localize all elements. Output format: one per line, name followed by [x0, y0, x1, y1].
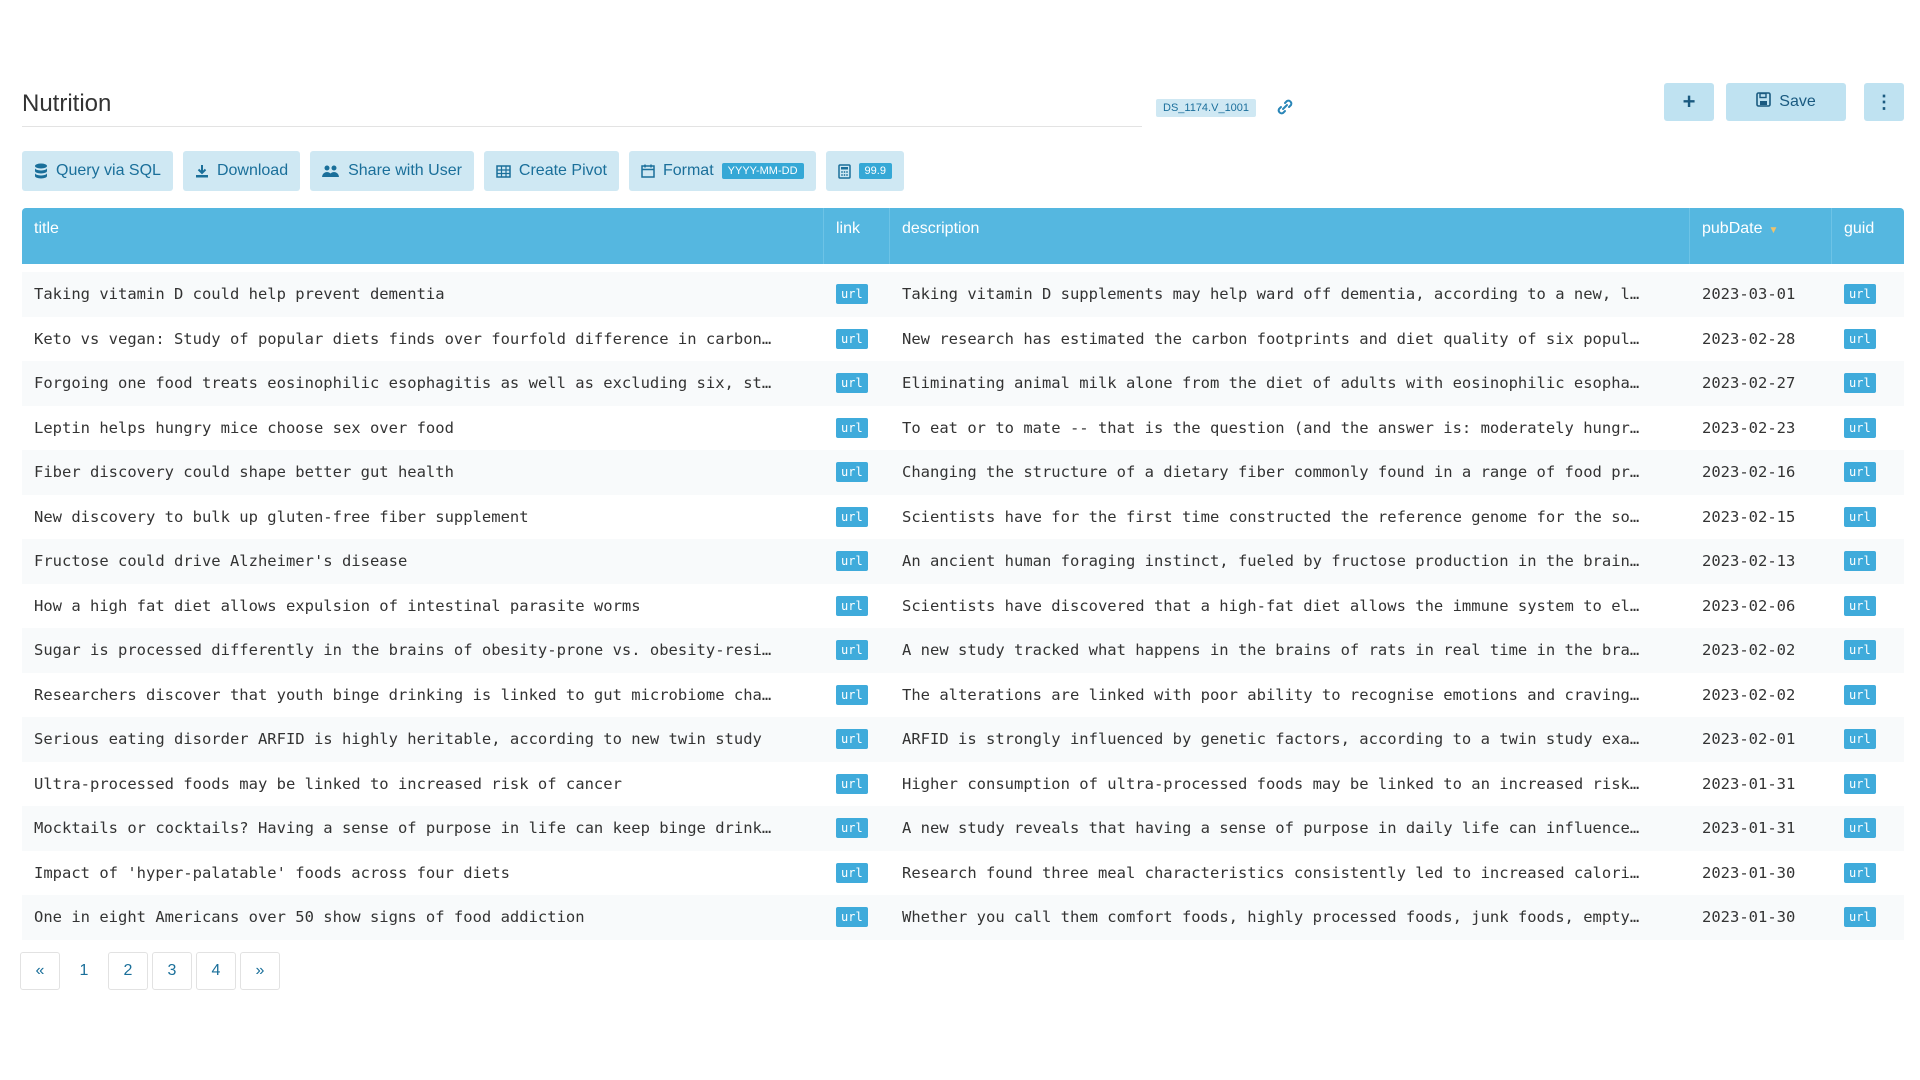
cell-description: Scientists have for the first time constructed the reference genome for the so…: [902, 507, 1640, 526]
cell-title: New discovery to bulk up gluten-free fiber supplement: [34, 507, 529, 526]
cell-title: Forgoing one food treats eosinophilic esophagitis as well as excluding six, st…: [34, 374, 772, 393]
table-row[interactable]: [22, 628, 1904, 673]
cell-pubdate: 2023-02-15: [1702, 507, 1796, 526]
cell-description: Changing the structure of a dietary fiber commonly found in a range of food pr…: [902, 463, 1640, 482]
pagination-page-2[interactable]: 2: [108, 952, 148, 990]
cell-description: Research found three meal characteristics consistently led to increased calori…: [902, 863, 1640, 882]
cell-guid: [1832, 685, 1904, 705]
link-url-button[interactable]: url: [836, 907, 868, 927]
guid-url-button[interactable]: url: [1844, 284, 1876, 304]
cell-description: Higher consumption of ultra-processed foods may be linked to an increased risk…: [902, 774, 1640, 793]
guid-url-button[interactable]: url: [1844, 729, 1876, 749]
cell-pubdate: 2023-02-28: [1702, 329, 1796, 348]
cell-guid: [1832, 373, 1904, 393]
cell-link: [824, 818, 890, 838]
column-header-title[interactable]: title: [22, 208, 824, 264]
guid-url-button[interactable]: url: [1844, 418, 1876, 438]
link-icon[interactable]: [1276, 98, 1294, 121]
guid-url-button[interactable]: url: [1844, 907, 1876, 927]
table-row[interactable]: [22, 539, 1904, 584]
cell-title: Serious eating disorder ARFID is highly heritable, according to new twin study: [34, 730, 762, 749]
cell-pubdate: 2023-02-06: [1702, 596, 1796, 615]
cell-pubdate: 2023-02-02: [1702, 685, 1796, 704]
guid-url-button[interactable]: url: [1844, 373, 1876, 393]
cell-guid: [1832, 329, 1904, 349]
cell-link: [824, 329, 890, 349]
cell-title: Fructose could drive Alzheimer's disease: [34, 552, 408, 571]
cell-guid: [1832, 551, 1904, 571]
cell-guid: [1832, 284, 1904, 304]
download-label: Download: [216, 162, 289, 179]
table-row[interactable]: [22, 673, 1904, 718]
cell-title: Keto vs vegan: Study of popular diets finds over fourfold difference in carbon…: [34, 329, 772, 348]
link-url-button[interactable]: url: [836, 774, 868, 794]
cell-guid: [1832, 774, 1904, 794]
create-pivot-label: Create Pivot: [518, 162, 607, 179]
guid-url-button[interactable]: url: [1844, 640, 1876, 660]
cell-description: Whether you call them comfort foods, highly processed foods, junk foods, empty…: [902, 908, 1640, 927]
cell-pubdate: 2023-02-27: [1702, 374, 1796, 393]
table-row[interactable]: [22, 495, 1904, 540]
cell-description: A new study reveals that having a sense of purpose in daily life can influence…: [902, 819, 1640, 838]
link-url-button[interactable]: url: [836, 685, 868, 705]
guid-url-button[interactable]: url: [1844, 507, 1876, 527]
cell-link: [824, 729, 890, 749]
calculator-icon: [838, 164, 851, 179]
cell-link: [824, 507, 890, 527]
cell-link: [824, 685, 890, 705]
guid-url-button[interactable]: url: [1844, 462, 1876, 482]
cell-link: [824, 863, 890, 883]
table-header: [22, 208, 1904, 264]
vertical-ellipsis-icon: ⋮: [1875, 91, 1893, 112]
share-with-user-button[interactable]: [310, 151, 474, 191]
share-label: Share with User: [348, 162, 462, 179]
cell-title: How a high fat diet allows expulsion of intestinal parasite worms: [34, 596, 641, 615]
link-url-button[interactable]: url: [836, 640, 868, 660]
link-url-button[interactable]: url: [836, 462, 868, 482]
cell-link: [824, 774, 890, 794]
number-format-button[interactable]: [826, 151, 904, 191]
guid-url-button[interactable]: url: [1844, 774, 1876, 794]
cell-pubdate: 2023-01-30: [1702, 863, 1796, 882]
guid-url-button[interactable]: url: [1844, 863, 1876, 883]
cell-guid: [1832, 596, 1904, 616]
guid-url-button[interactable]: url: [1844, 685, 1876, 705]
cell-pubdate: 2023-01-31: [1702, 774, 1796, 793]
link-url-button[interactable]: url: [836, 329, 868, 349]
cell-link: [824, 462, 890, 482]
cell-guid: [1832, 507, 1904, 527]
cell-description: The alterations are linked with poor ability to recognise emotions and craving…: [902, 685, 1640, 704]
guid-url-button[interactable]: url: [1844, 551, 1876, 571]
pagination-prev[interactable]: «: [20, 952, 60, 990]
page-title: Nutrition: [22, 90, 112, 117]
save-button[interactable]: [1726, 83, 1846, 121]
dataset-id-badge: DS_1174.V_1001: [1156, 99, 1256, 117]
table-row[interactable]: [22, 895, 1904, 940]
link-url-button[interactable]: url: [836, 418, 868, 438]
cell-link: [824, 907, 890, 927]
table-row[interactable]: [22, 806, 1904, 851]
database-icon: [34, 163, 48, 179]
cell-description: ARFID is strongly influenced by genetic factors, according to a twin study exa…: [902, 730, 1640, 749]
cell-guid: [1832, 418, 1904, 438]
date-format-tag: YYYY-MM-DD: [722, 163, 804, 179]
cell-description: A new study tracked what happens in the brains of rats in real time in the bra…: [902, 641, 1640, 660]
cell-pubdate: 2023-02-01: [1702, 730, 1796, 749]
column-header-pubdate[interactable]: [1690, 208, 1832, 264]
table-body: [22, 264, 1904, 940]
cell-title: Ultra-processed foods may be linked to increased risk of cancer: [34, 774, 622, 793]
cell-title: Leptin helps hungry mice choose sex over food: [34, 418, 454, 437]
column-header-guid[interactable]: guid: [1844, 220, 1875, 237]
column-header-pubdate-label: pubDate: [1702, 220, 1763, 237]
data-table: [22, 208, 1904, 940]
table-icon: [496, 165, 511, 178]
column-header-link[interactable]: link: [824, 208, 890, 264]
link-url-button[interactable]: url: [836, 373, 868, 393]
cell-guid: [1832, 818, 1904, 838]
cell-guid: [1832, 640, 1904, 660]
cell-description: New research has estimated the carbon footprints and diet quality of six popul…: [902, 329, 1640, 348]
pagination-page-3[interactable]: 3: [152, 952, 192, 990]
number-format-tag: 99.9: [859, 163, 892, 179]
table-row[interactable]: [22, 851, 1904, 896]
cell-description: To eat or to mate -- that is the question (and the answer is: moderately hungr…: [902, 418, 1640, 437]
cell-title: Fiber discovery could shape better gut health: [34, 463, 454, 482]
link-url-button[interactable]: url: [836, 818, 868, 838]
users-icon: [322, 164, 340, 178]
cell-title: One in eight Americans over 50 show signs of food addiction: [34, 908, 585, 927]
table-row[interactable]: [22, 450, 1904, 495]
create-pivot-button[interactable]: [484, 151, 619, 191]
cell-link: [824, 596, 890, 616]
cell-guid: [1832, 863, 1904, 883]
download-button[interactable]: [183, 151, 300, 191]
link-url-button[interactable]: url: [836, 551, 868, 571]
cell-title: Taking vitamin D could help prevent dementia: [34, 285, 445, 304]
guid-url-button[interactable]: url: [1844, 596, 1876, 616]
table-row[interactable]: [22, 717, 1904, 762]
plus-icon: +: [1682, 89, 1696, 114]
floppy-disk-icon: [1756, 92, 1771, 112]
cell-pubdate: 2023-02-16: [1702, 463, 1796, 482]
cell-link: [824, 284, 890, 304]
cell-pubdate: 2023-02-02: [1702, 641, 1796, 660]
cell-guid: [1832, 729, 1904, 749]
query-sql-button[interactable]: [22, 151, 173, 191]
query-sql-label: Query via SQL: [56, 162, 161, 179]
cell-pubdate: 2023-02-13: [1702, 552, 1796, 571]
cell-title: Researchers discover that youth binge drinking is linked to gut microbiome cha…: [34, 685, 772, 704]
cell-link: [824, 373, 890, 393]
cell-link: [824, 551, 890, 571]
cell-pubdate: 2023-02-23: [1702, 418, 1796, 437]
table-row[interactable]: [22, 317, 1904, 362]
link-url-button[interactable]: url: [836, 507, 868, 527]
cell-title: Impact of 'hyper-palatable' foods across four diets: [34, 863, 510, 882]
date-format-button[interactable]: [629, 151, 816, 191]
cell-description: An ancient human foraging instinct, fueled by fructose production in the brain…: [902, 552, 1640, 571]
table-row[interactable]: [22, 762, 1904, 807]
download-icon: [195, 164, 209, 178]
pagination-page-4[interactable]: 4: [196, 952, 236, 990]
save-label: Save: [1779, 93, 1816, 110]
format-label: Format: [662, 162, 714, 179]
link-url-button[interactable]: url: [836, 284, 868, 304]
cell-link: [824, 418, 890, 438]
pagination-next[interactable]: »: [240, 952, 280, 990]
column-header-description[interactable]: description: [890, 208, 1690, 264]
link-url-button[interactable]: url: [836, 863, 868, 883]
table-row[interactable]: [22, 272, 1904, 317]
cell-guid: [1832, 462, 1904, 482]
guid-url-button[interactable]: url: [1844, 818, 1876, 838]
guid-url-button[interactable]: url: [1844, 329, 1876, 349]
more-options-button[interactable]: [1864, 83, 1904, 121]
sort-desc-icon: ▼: [1768, 225, 1779, 236]
toolbar: [22, 151, 904, 191]
table-row[interactable]: [22, 406, 1904, 451]
cell-pubdate: 2023-03-01: [1702, 285, 1796, 304]
table-row[interactable]: [22, 361, 1904, 406]
link-url-button[interactable]: url: [836, 729, 868, 749]
cell-description: Scientists have discovered that a high-fat diet allows the immune system to el…: [902, 596, 1640, 615]
cell-pubdate: 2023-01-31: [1702, 819, 1796, 838]
page-header: [22, 90, 1142, 127]
cell-description: Eliminating animal milk alone from the diet of adults with eosinophilic esopha…: [902, 374, 1640, 393]
add-button[interactable]: [1664, 83, 1714, 121]
calendar-icon: [641, 164, 655, 178]
cell-title: Sugar is processed differently in the brains of obesity-prone vs. obesity-resi…: [34, 641, 772, 660]
pagination-page-1[interactable]: 1: [64, 952, 104, 990]
table-row[interactable]: [22, 584, 1904, 629]
pagination: [20, 952, 280, 990]
cell-pubdate: 2023-01-30: [1702, 908, 1796, 927]
cell-link: [824, 640, 890, 660]
cell-description: Taking vitamin D supplements may help ward off dementia, according to a new, l…: [902, 285, 1640, 304]
cell-title: Mocktails or cocktails? Having a sense of purpose in life can keep binge drink…: [34, 819, 772, 838]
cell-guid: [1832, 907, 1904, 927]
link-url-button[interactable]: url: [836, 596, 868, 616]
